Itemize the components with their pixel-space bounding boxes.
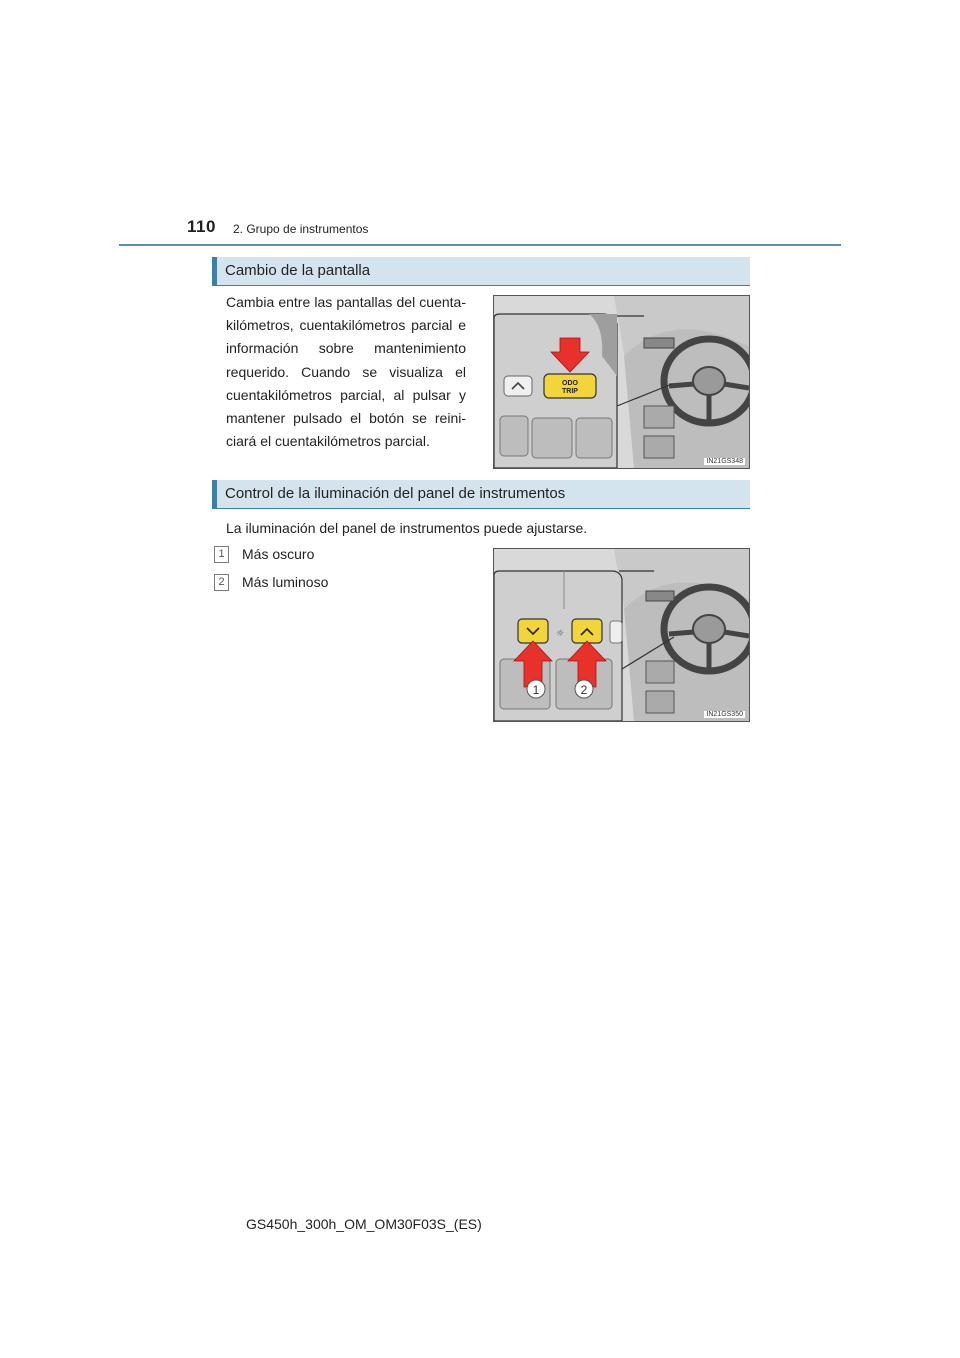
- paragraph-line: requerido. Cuando se visualiza el: [226, 363, 466, 380]
- number-icon: 1: [214, 546, 229, 563]
- paragraph-line: ciará el cuentakilómetros parcial.: [226, 433, 430, 450]
- section-title: Cambio de la pantalla: [225, 262, 371, 279]
- page-number: 110: [187, 217, 216, 236]
- header-rule: [119, 244, 841, 246]
- list-item-label: Más oscuro: [242, 546, 315, 562]
- paragraph-line: kilómetros, cuentakilómetros parcial e: [226, 317, 466, 334]
- trip-label: TRIP: [562, 388, 578, 395]
- illustration-code: IN21GS350: [706, 711, 743, 718]
- chapter-title: 2. Grupo de instrumentos: [233, 222, 369, 236]
- list-item-label: Más luminoso: [242, 574, 329, 590]
- footer-document-code: GS450h_300h_OM_OM30F03S_(ES): [246, 1216, 482, 1232]
- brightness-control-illustration: [493, 548, 750, 722]
- odo-trip-illustration: [493, 295, 750, 469]
- paragraph-line: información sobre mantenimiento: [226, 340, 466, 357]
- paragraph-line: cuentakilómetros parcial, al pulsar y: [226, 386, 466, 403]
- section-heading-iluminacion: [212, 480, 750, 509]
- odo-trip-illustration-drawing: [494, 296, 749, 468]
- callout-2: 2: [580, 683, 588, 697]
- callout-1: 1: [532, 683, 540, 697]
- illustration-code: IN21GS348: [706, 458, 743, 465]
- section2-paragraph: La iluminación del panel de instrumentos puede ajustarse.: [226, 520, 588, 536]
- odo-label: ODO: [562, 380, 578, 387]
- section1-paragraph: [226, 291, 466, 453]
- number-icon: 2: [214, 574, 229, 591]
- brightness-control-illustration-drawing: [494, 549, 749, 721]
- section-title: Control de la iluminación del panel de instrumentos: [225, 485, 566, 502]
- section-heading-cambio-pantalla: [212, 257, 750, 286]
- paragraph-line: Cambia entre las pantallas del cuenta-: [226, 294, 466, 310]
- paragraph-line: mantener pulsado el botón se reini-: [226, 410, 466, 427]
- svg-text:☼: ☼: [555, 629, 565, 639]
